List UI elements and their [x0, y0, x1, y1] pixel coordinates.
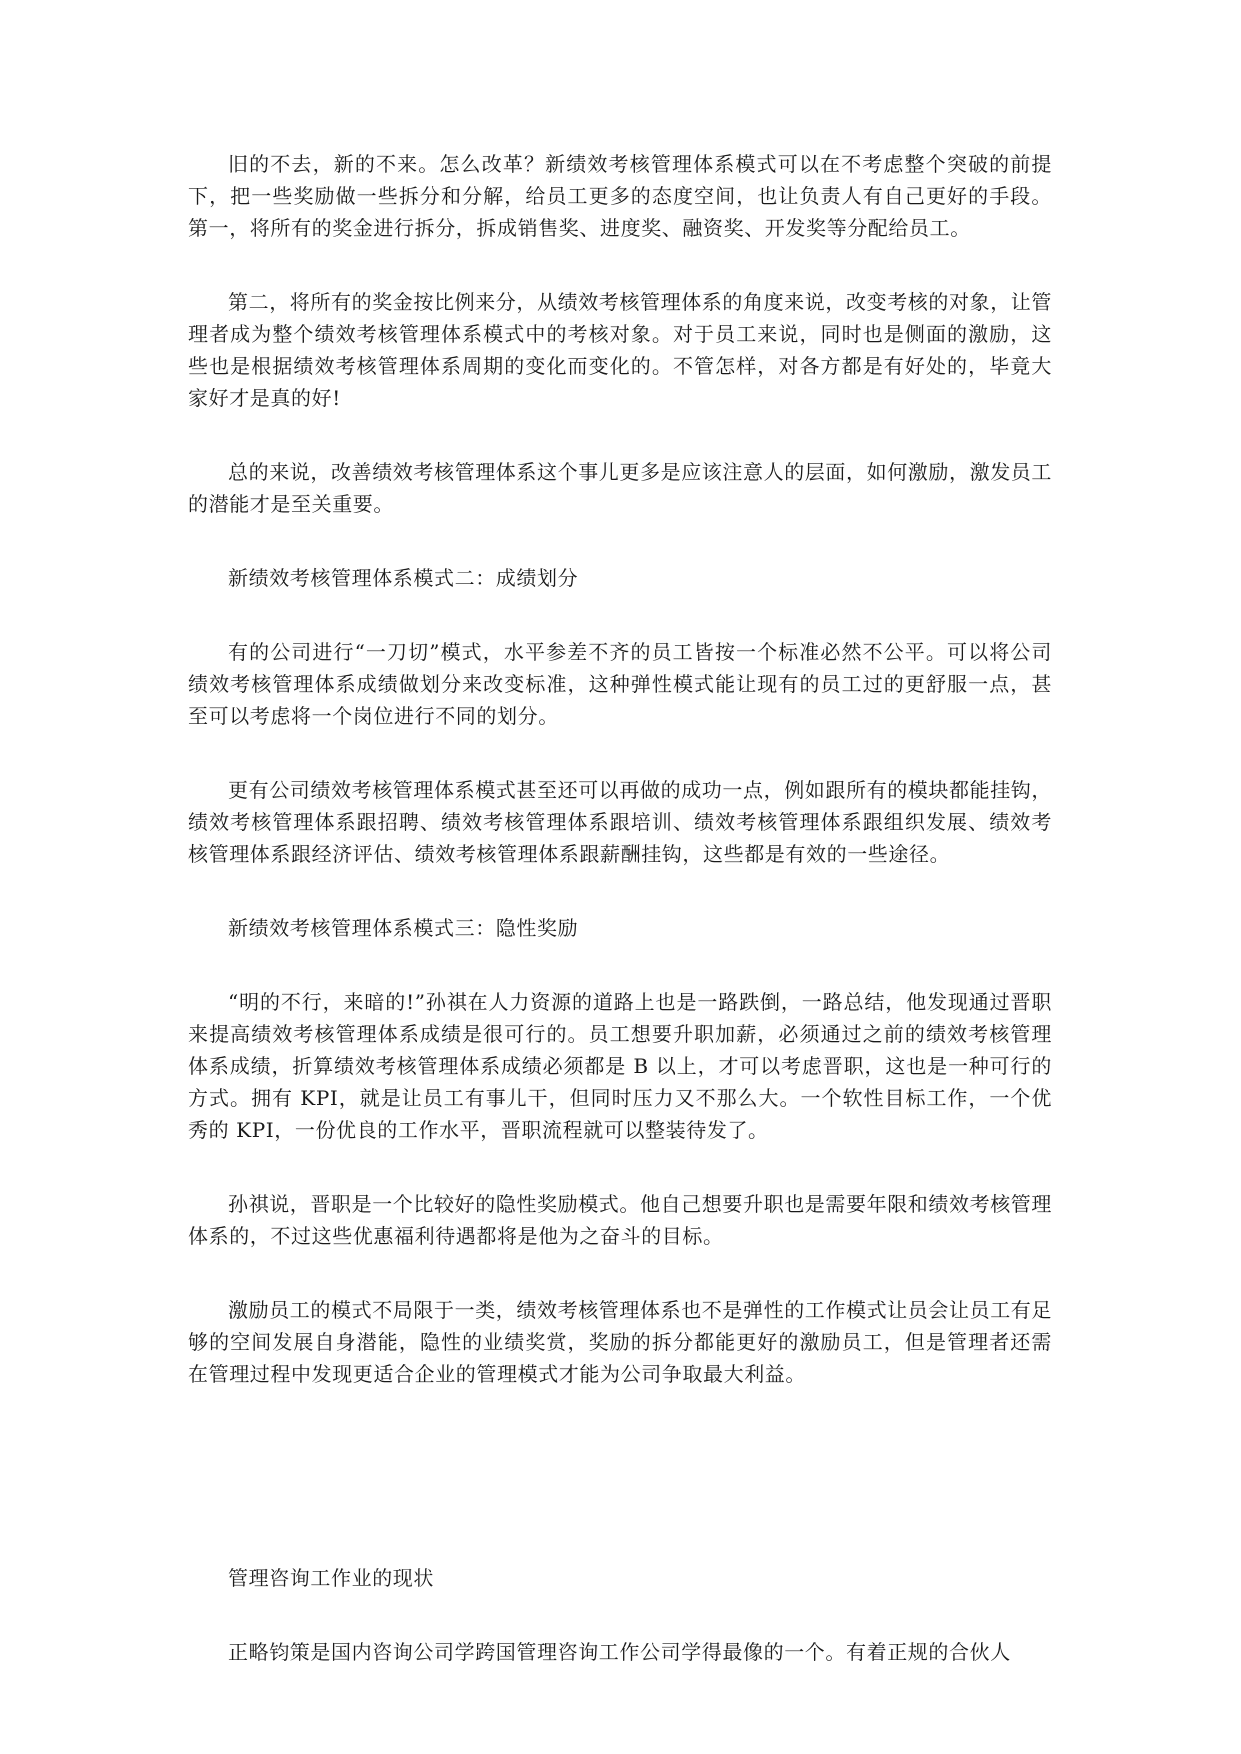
paragraph-7: 孙祺说，晋职是一个比较好的隐性奖励模式。他自己想要升职也是需要年限和绩效考核管理体系的，不过这些优惠福利待遇都将是他为之奋斗的目标。	[188, 1192, 1052, 1248]
paragraph-2: 第二，将所有的奖金按比例来分，从绩效考核管理体系的角度来说，改变考核的对象，让管理者成为整个绩效考核管理体系模式中的考核对象。对于员工来说，同时也是侧面的激励，这些也是根据绩效考核管理体系周期的变化而变化的。不管怎样，对各方都是有好处的，毕竟大家好才是真的好!	[188, 290, 1052, 410]
paragraph-5: 更有公司绩效考核管理体系模式甚至还可以再做的成功一点，例如跟所有的模块都能挂钩，绩效考核管理体系跟招聘、绩效考核管理体系跟培训、绩效考核管理体系跟组织发展、绩效考核管理体系跟经济评估、绩效考核管理体系跟薪酬挂钩，这些都是有效的一些途径。	[188, 778, 1052, 866]
paragraph-1: 旧的不去，新的不来。怎么改革？新绩效考核管理体系模式可以在不考虑整个突破的前提下，把一些奖励做一些拆分和分解，给员工更多的态度空间，也让负责人有自己更好的手段。第一，将所有的奖金进行拆分，拆成销售奖、进度奖、融资奖、开发奖等分配给员工。	[188, 152, 1052, 240]
section-heading-consulting-status: 管理咨询工作业的现状	[228, 1566, 434, 1590]
section-heading-mode-three: 新绩效考核管理体系模式三：隐性奖励	[228, 916, 579, 940]
document-page	[188, 148, 1052, 1668]
paragraph-3: 总的来说，改善绩效考核管理体系这个事儿更多是应该注意人的层面，如何激励，激发员工的潜能才是至关重要。	[188, 460, 1052, 516]
paragraph-8: 激励员工的模式不局限于一类，绩效考核管理体系也不是弹性的工作模式让员会让员工有足够的空间发展自身潜能，隐性的业绩奖赏，奖励的拆分都能更好的激励员工，但是管理者还需在管理过程中发现更适合企业的管理模式才能为公司争取最大利益。	[188, 1298, 1052, 1386]
paragraph-4: 有的公司进行“一刀切”模式，水平参差不齐的员工皆按一个标准必然不公平。可以将公司绩效考核管理体系成绩做划分来改变标准，这种弹性模式能让现有的员工过的更舒服一点，甚至可以考虑将一个岗位进行不同的划分。	[188, 640, 1052, 728]
paragraph-9: 正略钧策是国内咨询公司学跨国管理咨询工作公司学得最像的一个。有着正规的合伙人	[228, 1640, 1011, 1664]
paragraph-6: “明的不行，来暗的!”孙祺在人力资源的道路上也是一路跌倒，一路总结，他发现通过晋职来提高绩效考核管理体系成绩是很可行的。员工想要升职加薪，必须通过之前的绩效考核管理体系成绩，折算绩效考核管理体系成绩必须都是 B 以上，才可以考虑晋职，这也是一种可行的方式。拥有 KPI，就是让员工有事儿干，但同时压力又不那么大。一个软性目标工作，一个优秀的 KPI，一份优良的工作水平，晋职流程就可以整装待发了。	[188, 990, 1052, 1142]
section-heading-mode-two: 新绩效考核管理体系模式二：成绩划分	[228, 566, 579, 590]
